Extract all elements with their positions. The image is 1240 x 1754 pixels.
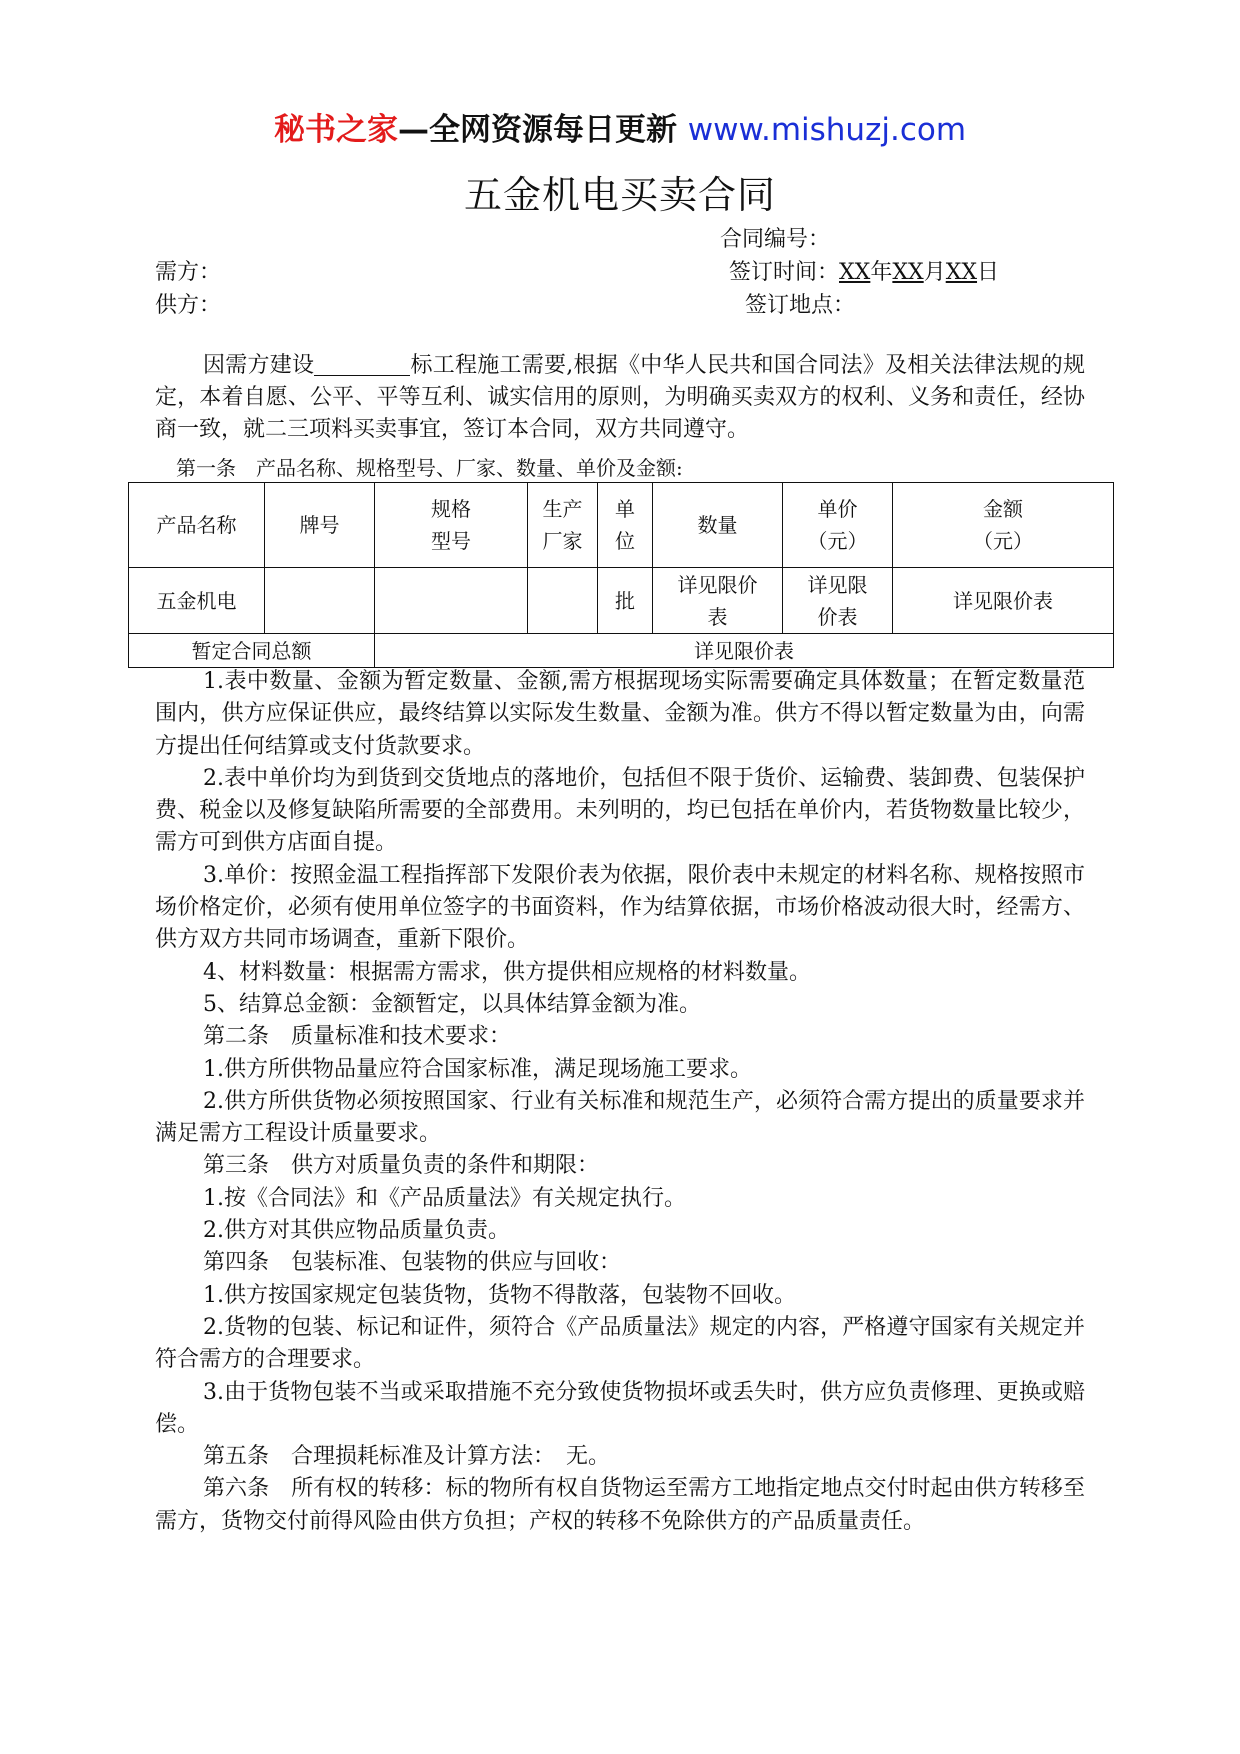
- body-paragraph: 5、结算总金额：金额暂定，以具体结算金额为准。: [203, 991, 701, 1017]
- site-url-link[interactable]: www.mishuzj.com: [687, 112, 967, 148]
- buyer-label: 需方：: [155, 260, 222, 285]
- sign-time-month: XX: [892, 260, 924, 285]
- total-label: 暂定合同总额: [129, 634, 375, 668]
- cell-product-name: 五金机电: [129, 568, 265, 634]
- body-paragraph: 4、材料数量：根据需方需求，供方提供相应规格的材料数量。: [203, 959, 811, 985]
- body-paragraph: 1.表中数量、金额为暂定数量、金额,需方根据现场实际需要确定具体数量；在暂定数量范围内，供方应保证供应，最终结算以实际发生数量、金额为准。供方不得以暂定数量为由，向需方提出任何结算或支付货款要求。: [155, 669, 1085, 759]
- project-name-blank: [314, 353, 410, 376]
- cell-brand: [265, 568, 375, 634]
- body-paragraph: 第五条 合理损耗标准及计算方法： 无。: [203, 1444, 611, 1470]
- header-amount: 金额 （元）: [893, 483, 1114, 568]
- table-total-row: [129, 634, 1114, 668]
- sign-time-day: XX: [945, 260, 978, 285]
- intro-paragraph: [155, 350, 1085, 446]
- cell-unit: 批: [598, 568, 653, 634]
- product-table: [128, 482, 1114, 668]
- year-char: 年: [870, 260, 893, 285]
- body-paragraph: 1.供方按国家规定包装货物，货物不得散落，包装物不回收。: [203, 1282, 796, 1308]
- cell-maker: [528, 568, 598, 634]
- contract-title: 五金机电买卖合同: [463, 173, 776, 217]
- cell-quantity: 详见限价 表: [653, 568, 783, 634]
- sign-place-label: 签订地点：: [745, 293, 856, 318]
- supplier-label: 供方：: [155, 293, 222, 318]
- month-char: 月: [923, 260, 946, 285]
- header-spec: 规格 型号: [375, 483, 528, 568]
- header-brand: 牌号: [265, 483, 375, 568]
- site-slogan: —全网资源每日更新: [397, 112, 677, 148]
- body-paragraph: 2.货物的包装、标记和证件，须符合《产品质量法》规定的内容，严格遵守国家有关规定并符合需方的合理要求。: [155, 1314, 1085, 1373]
- header-unit: 单 位: [598, 483, 653, 568]
- body-paragraph: 3.单价：按照金温工程指挥部下发限价表为依据，限价表中未规定的材料名称、规格按照市场价格定价，必须有使用单位签字的书面资料，作为结算依据，市场价格波动很大时，经需方、供方双方共同市场调查，重新下限价。: [155, 862, 1085, 953]
- body-paragraph: 2.供方对其供应物品质量负责。: [203, 1218, 510, 1244]
- cell-amount: 详见限价表: [893, 568, 1114, 634]
- sign-time: [729, 255, 999, 286]
- contract-number-label: 合同编号：: [720, 227, 831, 252]
- table-row: [129, 568, 1114, 634]
- article-1-heading: 第一条 产品名称、规格型号、厂家、数量、单价及金额:: [176, 456, 683, 480]
- body-paragraph: 第二条 质量标准和技术要求：: [203, 1024, 512, 1050]
- cell-spec: [375, 568, 528, 634]
- body-paragraph: 2.供方所供货物必须按照国家、行业有关标准和规范生产，必须符合需方提出的质量要求并满足需方工程设计质量要求。: [155, 1088, 1085, 1147]
- sign-time-label: 签订时间：: [729, 260, 840, 285]
- site-brand: 秘书之家: [273, 112, 398, 148]
- body-paragraph: 1.供方所供物品量应符合国家标准，满足现场施工要求。: [203, 1056, 752, 1082]
- total-value: 详见限价表: [375, 634, 1114, 668]
- body-paragraph: 1.按《合同法》和《产品质量法》有关规定执行。: [203, 1185, 686, 1211]
- header-unit-price: 单价 （元）: [783, 483, 893, 568]
- header-quantity: 数量: [653, 483, 783, 568]
- body-paragraph: 第四条 包装标准、包装物的供应与回收：: [203, 1250, 622, 1276]
- header-product-name: 产品名称: [129, 483, 265, 568]
- body-paragraph: 第三条 供方对质量负责的条件和期限：: [203, 1153, 600, 1179]
- cell-unit-price: 详见限 价表: [783, 568, 893, 634]
- body-paragraph: 3.由于货物包装不当或采取措施不充分致使货物损坏或丢失时，供方应负责修理、更换或赔偿。: [155, 1379, 1085, 1437]
- intro-after-blank: 标工程施工需要,根据《中华人民共和国合同法》及相关法律法规的规定，本着自愿、公平、平等互利、诚实信用的原则，为明确买卖双方的权利、义务和责任，经协商一致，就二三项料买卖事宜，签订本合同，双方共同遵守。: [155, 353, 1085, 442]
- body-paragraph: 2.表中单价均为到货到交货地点的落地价，包括但不限于货价、运输费、装卸费、包装保护费、税金以及修复缺陷所需要的全部费用。未列明的，均已包括在单价内，若货物数量比较少，需方可到供方店面自提。: [155, 765, 1085, 856]
- intro-before-blank: 因需方建设: [203, 353, 315, 378]
- sign-time-year: XX: [839, 260, 871, 285]
- day-char: 日: [977, 260, 1000, 285]
- table-header-row: [129, 483, 1114, 568]
- body-paragraph: 第六条 所有权的转移：标的物所有权自货物运至需方工地指定地点交付时起由供方转移至需方，货物交付前得风险由供方负担；产权的转移不免除供方的产品质量责任。: [155, 1476, 1085, 1534]
- header-maker: 生产 厂家: [528, 483, 598, 568]
- site-header: [0, 104, 1240, 149]
- contract-body: [155, 666, 1085, 1538]
